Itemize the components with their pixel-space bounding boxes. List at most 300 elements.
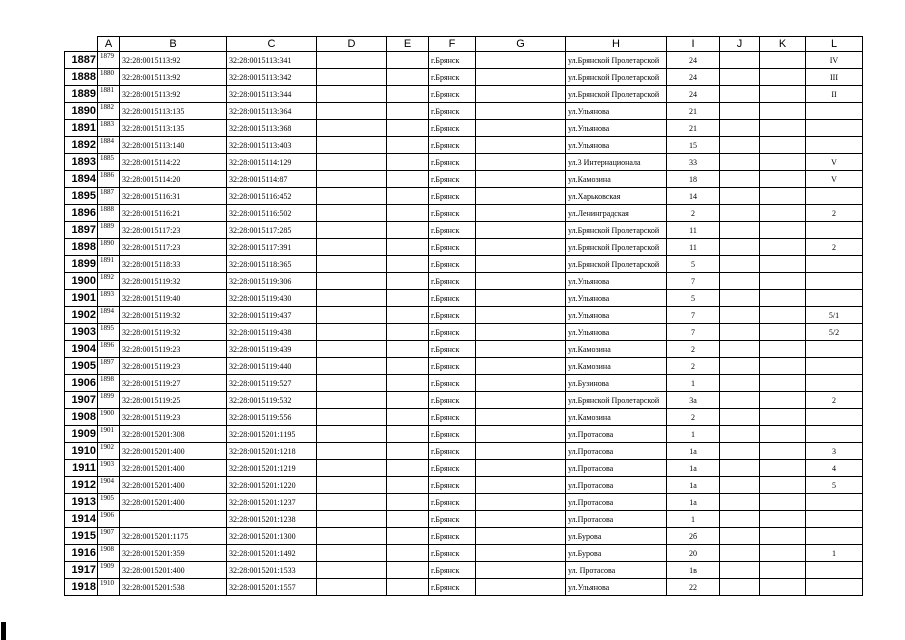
cell-e[interactable] [387, 579, 429, 596]
cell-e[interactable] [387, 443, 429, 460]
cell-g[interactable] [476, 494, 566, 511]
cell-f[interactable]: г.Брянск [429, 222, 476, 239]
cell-k[interactable] [760, 205, 806, 222]
cell-i[interactable]: 1в [667, 562, 720, 579]
cell-j[interactable] [720, 239, 760, 256]
cell-b[interactable]: 32:28:0015113:92 [120, 69, 227, 86]
row-number[interactable]: 1901 [65, 290, 98, 307]
cell-b[interactable]: 32:28:0015201:400 [120, 460, 227, 477]
cell-l[interactable] [806, 579, 863, 596]
row-number[interactable]: 1902 [65, 307, 98, 324]
cell-f[interactable]: г.Брянск [429, 205, 476, 222]
cell-i[interactable]: 2 [667, 358, 720, 375]
cell-h[interactable]: ул.Камозина [566, 341, 667, 358]
cell-a[interactable]: 1901 [98, 426, 120, 443]
cell-k[interactable] [760, 341, 806, 358]
cell-k[interactable] [760, 477, 806, 494]
cell-g[interactable] [476, 205, 566, 222]
cell-d[interactable] [317, 188, 387, 205]
cell-a[interactable]: 1909 [98, 562, 120, 579]
cell-b[interactable]: 32:28:0015119:40 [120, 290, 227, 307]
cell-a[interactable]: 1890 [98, 239, 120, 256]
cell-j[interactable] [720, 307, 760, 324]
cell-c[interactable]: 32:28:0015113:344 [227, 86, 317, 103]
cell-e[interactable] [387, 562, 429, 579]
cell-b[interactable]: 32:28:0015119:32 [120, 307, 227, 324]
cell-d[interactable] [317, 205, 387, 222]
cell-f[interactable]: г.Брянск [429, 273, 476, 290]
cell-i[interactable]: 3а [667, 392, 720, 409]
cell-j[interactable] [720, 86, 760, 103]
cell-a[interactable]: 1880 [98, 69, 120, 86]
column-header-i[interactable]: I [667, 37, 720, 52]
cell-l[interactable] [806, 426, 863, 443]
cell-h[interactable]: ул. Протасова [566, 562, 667, 579]
cell-i[interactable]: 1а [667, 477, 720, 494]
cell-b[interactable]: 32:28:0015117:23 [120, 239, 227, 256]
cell-a[interactable]: 1888 [98, 205, 120, 222]
cell-k[interactable] [760, 392, 806, 409]
cell-b[interactable]: 32:28:0015113:135 [120, 120, 227, 137]
cell-f[interactable]: г.Брянск [429, 477, 476, 494]
cell-g[interactable] [476, 256, 566, 273]
cell-f[interactable]: г.Брянск [429, 307, 476, 324]
cell-i[interactable]: 2б [667, 528, 720, 545]
cell-k[interactable] [760, 358, 806, 375]
cell-k[interactable] [760, 103, 806, 120]
cell-k[interactable] [760, 188, 806, 205]
cell-c[interactable]: 32:28:0015113:364 [227, 103, 317, 120]
cell-e[interactable] [387, 256, 429, 273]
cell-c[interactable]: 32:28:0015201:1220 [227, 477, 317, 494]
cell-e[interactable] [387, 545, 429, 562]
cell-h[interactable]: ул.Ульянова [566, 290, 667, 307]
cell-f[interactable]: г.Брянск [429, 443, 476, 460]
cell-f[interactable]: г.Брянск [429, 528, 476, 545]
cell-f[interactable]: г.Брянск [429, 409, 476, 426]
cell-f[interactable]: г.Брянск [429, 341, 476, 358]
cell-e[interactable] [387, 426, 429, 443]
cell-h[interactable]: ул.Протасова [566, 477, 667, 494]
cell-j[interactable] [720, 477, 760, 494]
cell-f[interactable]: г.Брянск [429, 154, 476, 171]
cell-b[interactable] [120, 511, 227, 528]
cell-d[interactable] [317, 52, 387, 69]
cell-c[interactable]: 32:28:0015117:391 [227, 239, 317, 256]
cell-g[interactable] [476, 239, 566, 256]
cell-d[interactable] [317, 69, 387, 86]
cell-h[interactable]: ул.Протасова [566, 426, 667, 443]
cell-i[interactable]: 24 [667, 86, 720, 103]
cell-i[interactable]: 20 [667, 545, 720, 562]
cell-f[interactable]: г.Брянск [429, 86, 476, 103]
cell-k[interactable] [760, 307, 806, 324]
cell-h[interactable]: ул.Камозина [566, 358, 667, 375]
cell-k[interactable] [760, 256, 806, 273]
cell-d[interactable] [317, 256, 387, 273]
cell-j[interactable] [720, 494, 760, 511]
column-header-h[interactable]: H [566, 37, 667, 52]
cell-a[interactable]: 1893 [98, 290, 120, 307]
row-number[interactable]: 1913 [65, 494, 98, 511]
cell-g[interactable] [476, 52, 566, 69]
cell-l[interactable] [806, 511, 863, 528]
cell-c[interactable]: 32:28:0015119:439 [227, 341, 317, 358]
cell-k[interactable] [760, 290, 806, 307]
cell-d[interactable] [317, 511, 387, 528]
cell-a[interactable]: 1889 [98, 222, 120, 239]
row-number[interactable]: 1899 [65, 256, 98, 273]
cell-h[interactable]: ул.Ульянова [566, 324, 667, 341]
cell-j[interactable] [720, 256, 760, 273]
cell-a[interactable]: 1891 [98, 256, 120, 273]
cell-d[interactable] [317, 460, 387, 477]
cell-i[interactable]: 1а [667, 460, 720, 477]
cell-h[interactable]: ул.Ульянова [566, 137, 667, 154]
cell-h[interactable]: ул.Бурова [566, 528, 667, 545]
cell-i[interactable]: 1 [667, 511, 720, 528]
cell-h[interactable]: ул.Ульянова [566, 579, 667, 596]
row-number[interactable]: 1887 [65, 52, 98, 69]
cell-d[interactable] [317, 137, 387, 154]
cell-c[interactable]: 32:28:0015201:1218 [227, 443, 317, 460]
cell-h[interactable]: ул.Брянской Пролетарской [566, 69, 667, 86]
cell-l[interactable] [806, 188, 863, 205]
cell-g[interactable] [476, 103, 566, 120]
cell-g[interactable] [476, 528, 566, 545]
cell-e[interactable] [387, 375, 429, 392]
cell-g[interactable] [476, 460, 566, 477]
cell-h[interactable]: ул.Камозина [566, 409, 667, 426]
cell-f[interactable]: г.Брянск [429, 239, 476, 256]
cell-c[interactable]: 32:28:0015201:1238 [227, 511, 317, 528]
cell-a[interactable]: 1887 [98, 188, 120, 205]
row-number[interactable]: 1897 [65, 222, 98, 239]
cell-e[interactable] [387, 154, 429, 171]
cell-k[interactable] [760, 171, 806, 188]
cell-l[interactable]: IV [806, 52, 863, 69]
cell-g[interactable] [476, 409, 566, 426]
cell-l[interactable]: 4 [806, 460, 863, 477]
cell-e[interactable] [387, 409, 429, 426]
cell-f[interactable]: г.Брянск [429, 545, 476, 562]
cell-h[interactable]: ул.Бузинова [566, 375, 667, 392]
cell-k[interactable] [760, 409, 806, 426]
cell-l[interactable] [806, 341, 863, 358]
cell-d[interactable] [317, 120, 387, 137]
cell-l[interactable] [806, 120, 863, 137]
cell-f[interactable]: г.Брянск [429, 579, 476, 596]
cell-c[interactable]: 32:28:0015201:1195 [227, 426, 317, 443]
row-number[interactable]: 1900 [65, 273, 98, 290]
cell-b[interactable]: 32:28:0015118:33 [120, 256, 227, 273]
row-number[interactable]: 1906 [65, 375, 98, 392]
cell-g[interactable] [476, 86, 566, 103]
cell-d[interactable] [317, 290, 387, 307]
cell-c[interactable]: 32:28:0015201:1533 [227, 562, 317, 579]
cell-g[interactable] [476, 392, 566, 409]
cell-d[interactable] [317, 86, 387, 103]
column-header-j[interactable]: J [720, 37, 760, 52]
cell-i[interactable]: 14 [667, 188, 720, 205]
cell-h[interactable]: ул.Протасова [566, 511, 667, 528]
cell-a[interactable]: 1884 [98, 137, 120, 154]
cell-a[interactable]: 1898 [98, 375, 120, 392]
cell-l[interactable]: V [806, 154, 863, 171]
cell-c[interactable]: 32:28:0015119:440 [227, 358, 317, 375]
cell-d[interactable] [317, 273, 387, 290]
cell-b[interactable]: 32:28:0015113:135 [120, 103, 227, 120]
column-header-l[interactable]: L [806, 37, 863, 52]
cell-j[interactable] [720, 120, 760, 137]
cell-j[interactable] [720, 409, 760, 426]
cell-b[interactable]: 32:28:0015201:359 [120, 545, 227, 562]
cell-c[interactable]: 32:28:0015113:368 [227, 120, 317, 137]
cell-l[interactable]: 3 [806, 443, 863, 460]
cell-a[interactable]: 1904 [98, 477, 120, 494]
row-number[interactable]: 1898 [65, 239, 98, 256]
cell-b[interactable]: 32:28:0015119:32 [120, 324, 227, 341]
cell-c[interactable]: 32:28:0015118:365 [227, 256, 317, 273]
cell-a[interactable]: 1896 [98, 341, 120, 358]
cell-e[interactable] [387, 358, 429, 375]
cell-g[interactable] [476, 426, 566, 443]
row-number[interactable]: 1912 [65, 477, 98, 494]
cell-h[interactable]: ул.Брянской Пролетарской [566, 222, 667, 239]
cell-c[interactable]: 32:28:0015119:438 [227, 324, 317, 341]
cell-b[interactable]: 32:28:0015116:31 [120, 188, 227, 205]
cell-a[interactable]: 1900 [98, 409, 120, 426]
cell-f[interactable]: г.Брянск [429, 324, 476, 341]
cell-j[interactable] [720, 375, 760, 392]
cell-b[interactable]: 32:28:0015201:1175 [120, 528, 227, 545]
cell-c[interactable]: 32:28:0015201:1557 [227, 579, 317, 596]
cell-k[interactable] [760, 545, 806, 562]
cell-k[interactable] [760, 443, 806, 460]
cell-f[interactable]: г.Брянск [429, 120, 476, 137]
cell-h[interactable]: ул.Протасова [566, 460, 667, 477]
cell-g[interactable] [476, 273, 566, 290]
row-number[interactable]: 1890 [65, 103, 98, 120]
cell-e[interactable] [387, 273, 429, 290]
cell-j[interactable] [720, 52, 760, 69]
cell-k[interactable] [760, 426, 806, 443]
cell-e[interactable] [387, 69, 429, 86]
cell-a[interactable]: 1892 [98, 273, 120, 290]
cell-h[interactable]: ул.Камозина [566, 171, 667, 188]
cell-h[interactable]: ул.Ленинградская [566, 205, 667, 222]
cell-h[interactable]: ул.Протасова [566, 494, 667, 511]
cell-g[interactable] [476, 579, 566, 596]
cell-b[interactable]: 32:28:0015201:400 [120, 494, 227, 511]
row-number[interactable]: 1914 [65, 511, 98, 528]
cell-a[interactable]: 1883 [98, 120, 120, 137]
cell-c[interactable]: 32:28:0015113:403 [227, 137, 317, 154]
cell-e[interactable] [387, 205, 429, 222]
cell-e[interactable] [387, 239, 429, 256]
cell-b[interactable]: 32:28:0015114:22 [120, 154, 227, 171]
column-header-e[interactable]: E [387, 37, 429, 52]
cell-f[interactable]: г.Брянск [429, 290, 476, 307]
cell-g[interactable] [476, 171, 566, 188]
row-number[interactable]: 1893 [65, 154, 98, 171]
cell-i[interactable]: 1а [667, 494, 720, 511]
row-number[interactable]: 1896 [65, 205, 98, 222]
cell-e[interactable] [387, 86, 429, 103]
cell-b[interactable]: 32:28:0015113:92 [120, 86, 227, 103]
cell-e[interactable] [387, 392, 429, 409]
cell-d[interactable] [317, 392, 387, 409]
cell-l[interactable] [806, 103, 863, 120]
cell-a[interactable]: 1886 [98, 171, 120, 188]
cell-l[interactable]: 5/1 [806, 307, 863, 324]
cell-f[interactable]: г.Брянск [429, 137, 476, 154]
cell-c[interactable]: 32:28:0015119:430 [227, 290, 317, 307]
cell-b[interactable]: 32:28:0015201:400 [120, 562, 227, 579]
cell-d[interactable] [317, 426, 387, 443]
cell-d[interactable] [317, 375, 387, 392]
cell-c[interactable]: 32:28:0015201:1237 [227, 494, 317, 511]
cell-b[interactable]: 32:28:0015113:140 [120, 137, 227, 154]
cell-e[interactable] [387, 120, 429, 137]
cell-e[interactable] [387, 103, 429, 120]
cell-f[interactable]: г.Брянск [429, 69, 476, 86]
row-number[interactable]: 1888 [65, 69, 98, 86]
cell-f[interactable]: г.Брянск [429, 392, 476, 409]
cell-e[interactable] [387, 341, 429, 358]
cell-k[interactable] [760, 52, 806, 69]
cell-g[interactable] [476, 69, 566, 86]
cell-i[interactable]: 22 [667, 579, 720, 596]
cell-j[interactable] [720, 545, 760, 562]
column-header-k[interactable]: K [760, 37, 806, 52]
cell-c[interactable]: 32:28:0015116:452 [227, 188, 317, 205]
cell-l[interactable] [806, 494, 863, 511]
cell-e[interactable] [387, 52, 429, 69]
cell-f[interactable]: г.Брянск [429, 494, 476, 511]
cell-a[interactable]: 1881 [98, 86, 120, 103]
row-number[interactable]: 1911 [65, 460, 98, 477]
cell-l[interactable] [806, 256, 863, 273]
cell-a[interactable]: 1885 [98, 154, 120, 171]
cell-i[interactable]: 21 [667, 120, 720, 137]
row-number[interactable]: 1907 [65, 392, 98, 409]
cell-b[interactable]: 32:28:0015113:92 [120, 52, 227, 69]
cell-l[interactable] [806, 528, 863, 545]
cell-a[interactable]: 1907 [98, 528, 120, 545]
cell-b[interactable]: 32:28:0015119:25 [120, 392, 227, 409]
cell-h[interactable]: ул.Ульянова [566, 120, 667, 137]
cell-i[interactable]: 1 [667, 426, 720, 443]
row-number[interactable]: 1916 [65, 545, 98, 562]
cell-e[interactable] [387, 290, 429, 307]
cell-h[interactable]: ул.Брянской Пролетарской [566, 256, 667, 273]
cell-j[interactable] [720, 511, 760, 528]
row-number[interactable]: 1889 [65, 86, 98, 103]
cell-d[interactable] [317, 154, 387, 171]
cell-l[interactable]: 2 [806, 205, 863, 222]
cell-j[interactable] [720, 341, 760, 358]
cell-k[interactable] [760, 273, 806, 290]
cell-g[interactable] [476, 511, 566, 528]
cell-l[interactable] [806, 290, 863, 307]
cell-l[interactable] [806, 358, 863, 375]
cell-e[interactable] [387, 222, 429, 239]
cell-j[interactable] [720, 358, 760, 375]
cell-i[interactable]: 11 [667, 239, 720, 256]
cell-l[interactable]: 5/2 [806, 324, 863, 341]
cell-b[interactable]: 32:28:0015114:20 [120, 171, 227, 188]
cell-j[interactable] [720, 290, 760, 307]
cell-l[interactable]: 2 [806, 392, 863, 409]
row-number[interactable]: 1909 [65, 426, 98, 443]
cell-d[interactable] [317, 103, 387, 120]
cell-k[interactable] [760, 239, 806, 256]
cell-i[interactable]: 21 [667, 103, 720, 120]
cell-c[interactable]: 32:28:0015114:87 [227, 171, 317, 188]
cell-h[interactable]: ул.Бурова [566, 545, 667, 562]
cell-b[interactable]: 32:28:0015119:23 [120, 341, 227, 358]
cell-h[interactable]: ул.3 Интернационала [566, 154, 667, 171]
cell-c[interactable]: 32:28:0015119:306 [227, 273, 317, 290]
row-number[interactable]: 1891 [65, 120, 98, 137]
cell-i[interactable]: 1а [667, 443, 720, 460]
cell-e[interactable] [387, 477, 429, 494]
cell-d[interactable] [317, 222, 387, 239]
cell-k[interactable] [760, 562, 806, 579]
cell-j[interactable] [720, 222, 760, 239]
cell-a[interactable]: 1897 [98, 358, 120, 375]
cell-c[interactable]: 32:28:0015113:342 [227, 69, 317, 86]
column-header-c[interactable]: C [227, 37, 317, 52]
cell-a[interactable]: 1908 [98, 545, 120, 562]
cell-b[interactable]: 32:28:0015119:23 [120, 358, 227, 375]
cell-f[interactable]: г.Брянск [429, 375, 476, 392]
cell-k[interactable] [760, 528, 806, 545]
cell-h[interactable]: ул.Ульянова [566, 273, 667, 290]
cell-j[interactable] [720, 528, 760, 545]
cell-l[interactable] [806, 375, 863, 392]
cell-b[interactable]: 32:28:0015201:400 [120, 477, 227, 494]
cell-l[interactable] [806, 222, 863, 239]
cell-g[interactable] [476, 545, 566, 562]
cell-f[interactable]: г.Брянск [429, 188, 476, 205]
cell-d[interactable] [317, 171, 387, 188]
cell-d[interactable] [317, 477, 387, 494]
cell-e[interactable] [387, 307, 429, 324]
cell-e[interactable] [387, 188, 429, 205]
cell-c[interactable]: 32:28:0015119:556 [227, 409, 317, 426]
cell-j[interactable] [720, 205, 760, 222]
cell-c[interactable]: 32:28:0015117:285 [227, 222, 317, 239]
cell-j[interactable] [720, 324, 760, 341]
cell-j[interactable] [720, 137, 760, 154]
cell-k[interactable] [760, 579, 806, 596]
cell-b[interactable]: 32:28:0015201:400 [120, 443, 227, 460]
cell-e[interactable] [387, 324, 429, 341]
cell-a[interactable]: 1895 [98, 324, 120, 341]
cell-h[interactable]: ул.Брянской Пролетарской [566, 392, 667, 409]
cell-i[interactable]: 18 [667, 171, 720, 188]
cell-i[interactable]: 7 [667, 307, 720, 324]
cell-g[interactable] [476, 137, 566, 154]
cell-b[interactable]: 32:28:0015119:32 [120, 273, 227, 290]
cell-i[interactable]: 15 [667, 137, 720, 154]
cell-l[interactable] [806, 562, 863, 579]
cell-i[interactable]: 1 [667, 375, 720, 392]
row-number[interactable]: 1918 [65, 579, 98, 596]
cell-a[interactable]: 1879 [98, 52, 120, 69]
